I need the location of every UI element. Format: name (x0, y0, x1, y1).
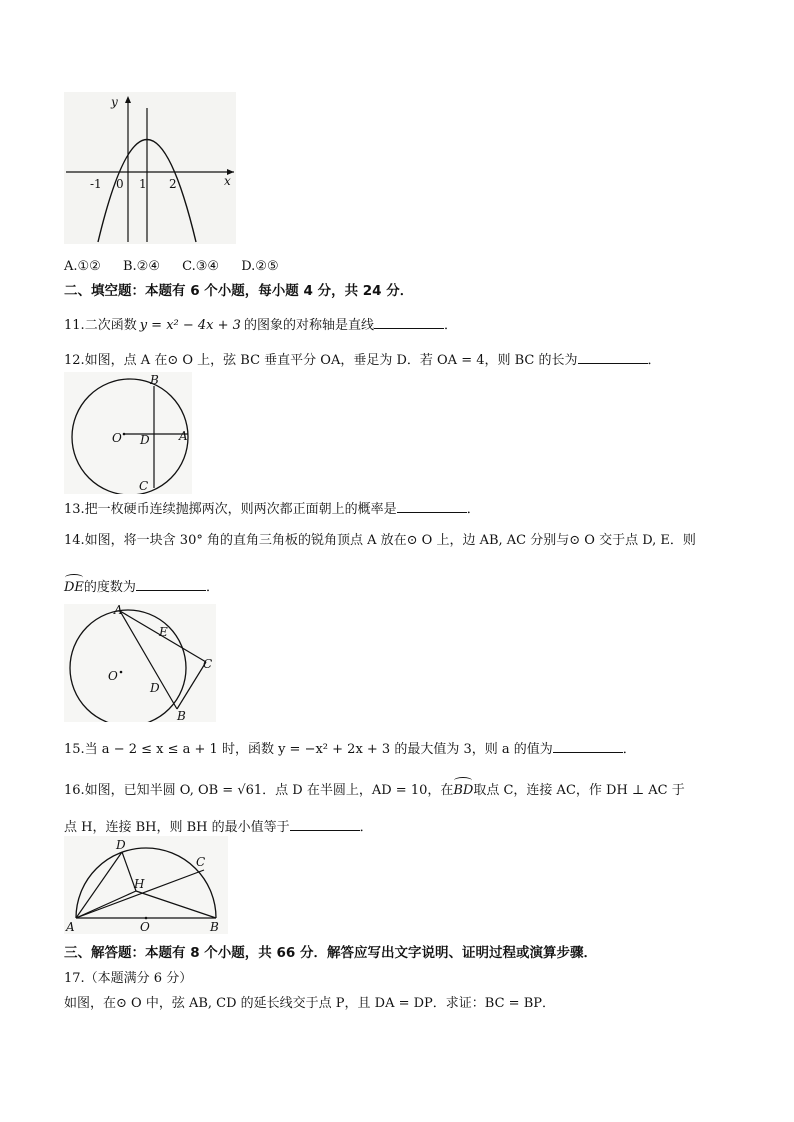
point-label: C (196, 855, 206, 869)
answer-blank[interactable] (290, 816, 360, 831)
circle-chord-figure (64, 372, 192, 494)
question-text: 12.如图，点 A 在⊙ O 上，弦 BC 垂直平分 OA，垂足为 D．若 OA = 4，则 BC 的长为 (64, 353, 578, 368)
question-16 (64, 782, 685, 800)
question-11: 11.二次函数 y = x² − 4x + 3 的图象的对称轴是直线 ． (64, 314, 457, 335)
question-text: 13.把一枚硬币连续抛掷两次，则两次都正面朝上的概率是 (64, 502, 397, 517)
question-16-cont: 点 H，连接 BH，则 BH 的最小值等于 ． (64, 816, 373, 837)
question-text: 点 H，连接 BH，则 BH 的最小值等于 (64, 820, 290, 835)
answer-choices (64, 258, 297, 276)
point-label: H (134, 877, 145, 891)
question-text: 的图象的对称轴是直线 (243, 318, 374, 333)
tick-label: 2 (169, 177, 177, 191)
point-label: B (210, 920, 219, 934)
question-17: 如图，在⊙ O 中，弦 AB, CD 的延长线交于点 P，且 DA = DP．求证：BC = BP． (64, 996, 556, 1011)
y-axis-label: y (111, 95, 118, 109)
question-text: 15.当 a − 2 ≤ x ≤ a + 1 时，函数 y = −x² + 2x + 3 的最大值为 3，则 a 的值为 (64, 742, 553, 757)
answer-blank[interactable] (553, 738, 623, 753)
point-label: O (140, 920, 150, 934)
tick-label: 0 (116, 177, 124, 191)
point-label: E (159, 625, 168, 639)
question-text: 16.如图，已知半圆 O, OB = √61．点 D 在半圆上，AD = 10，在 (64, 783, 454, 798)
question-13: 13.把一枚硬币连续抛掷两次，则两次都正面朝上的概率是 ． (64, 498, 480, 519)
point-label: D (150, 681, 160, 695)
arc-bd: BD (453, 783, 474, 798)
point-label: A (114, 604, 123, 617)
choice-c: C.③④ (182, 259, 220, 274)
parabola-figure (64, 92, 236, 244)
choice-a: A.①② (64, 259, 101, 274)
question-text: 14.如图，将一块含 30° 角的直角三角板的锐角顶点 A 放在⊙ O 上，边 AB, AC 分别与⊙ O 交于点 D, E．则 (64, 533, 696, 548)
section-heading-solutions: 三、解答题：本题有 8 个小题，共 66 分．解答应写出文字说明、证明过程或演算步骤． (64, 945, 597, 961)
answer-blank[interactable] (136, 576, 206, 591)
question-14-cont: DE的度数为 ． (64, 576, 219, 597)
answer-blank[interactable] (397, 498, 467, 513)
question-number: 11. (64, 318, 85, 333)
tick-label: -1 (90, 177, 102, 191)
choice-b: B.②④ (122, 259, 160, 274)
question-text: 的度数为 (83, 580, 136, 595)
x-axis-label: x (224, 174, 231, 188)
section-heading-fill-in: 二、填空题：本题有 6 个小题，每小题 4 分，共 24 分． (64, 283, 414, 299)
point-label: D (140, 433, 150, 447)
point-label: O (112, 431, 122, 445)
question-text: 二次函数 (84, 318, 137, 333)
choice-d: D.②⑤ (241, 259, 279, 274)
answer-blank[interactable] (374, 314, 444, 329)
point-label: C (139, 479, 149, 493)
answer-blank[interactable] (578, 349, 648, 364)
point-label: D (116, 838, 126, 852)
point-label: B (150, 373, 159, 387)
semicircle-figure (64, 836, 228, 934)
arc-de: DE (64, 580, 84, 595)
point-label: C (203, 657, 213, 671)
question-12: 12.如图，点 A 在⊙ O 上，弦 BC 垂直平分 OA，垂足为 D．若 OA = 4，则 BC 的长为 ． (64, 349, 661, 370)
point-label: A (66, 920, 75, 934)
point-label: A (179, 429, 188, 443)
question-14 (64, 532, 696, 550)
question-15: 15.当 a − 2 ≤ x ≤ a + 1 时，函数 y = −x² + 2x + 3 的最大值为 3，则 a 的值为 ． (64, 738, 636, 759)
tick-label: 1 (139, 177, 147, 191)
triangle-circle-figure (64, 604, 216, 722)
formula: y = x² − 4x + 3 (139, 318, 241, 333)
point-label: O (108, 669, 118, 683)
point-label: B (177, 709, 186, 722)
question-17-header: 17.（本题满分 6 分） (64, 971, 193, 986)
question-text: 取点 C，连接 AC，作 DH ⊥ AC 于 (473, 783, 685, 798)
